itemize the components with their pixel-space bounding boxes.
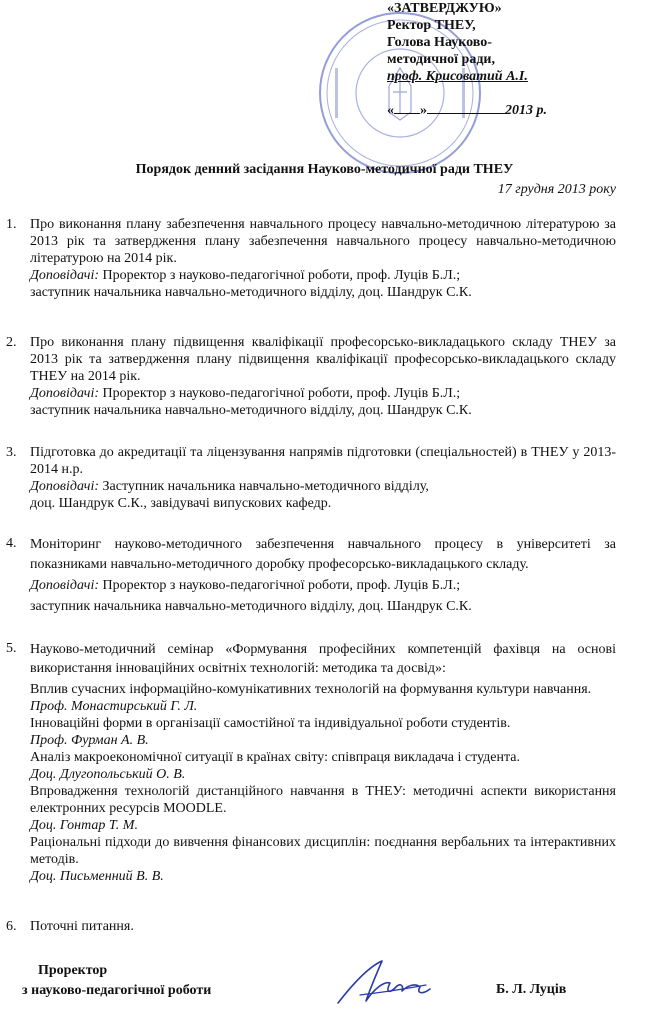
item-text: Науково-методичний семінар «Формування професійних компетенцій фахівця на основі використання інноваційних освітніх технологій: методика та досвід»:: [30, 642, 616, 676]
approval-name: проф. Крисоватий А.І.: [387, 69, 528, 84]
item-reporters: Доповідачі: Проректор з науково-педагогічної роботи, проф. Луців Б.Л.;: [30, 578, 461, 593]
item-text: Про виконання плану забезпечення навчального процесу навчально-методичною літературою за 2013 рік та затвердження плану забезпечення навчального процесу навчально-методичною літературою на 2014 рік.: [30, 217, 616, 266]
agenda-item: [6, 535, 616, 617]
item-reporters: Доповідачі: Проректор з науково-педагогічної роботи, проф. Луців Б.Л.;: [30, 386, 461, 401]
item-text: Про виконання плану підвищення кваліфікації професорсько-викладацького складу ТНЕУ за 2013 рік та затвердження плану підвищення кваліфікації професорсько-викладацького складу ТНЕУ на 2014 рік.: [30, 335, 616, 384]
item-reporters: Доповідачі: Проректор з науково-педагогічної роботи, проф. Луців Б.Л.;: [30, 268, 461, 283]
seminar-topic: Впровадження технологій дистанційного навчання в ТНЕУ: методичні аспекти використання електронних ресурсів MOODLE.: [30, 784, 616, 816]
seminar-topic: Вплив сучасних інформаційно-комунікативних технологій на формування культури навчання.: [30, 682, 592, 697]
approval-date-line: « » 2013 р.: [387, 103, 547, 118]
agenda-item: [6, 334, 616, 419]
approval-block: [387, 0, 647, 119]
signatory-role-line1: Проректор: [38, 963, 108, 978]
item-number: 3.: [6, 445, 17, 460]
approval-council-1: Голова Науково-: [387, 35, 492, 50]
signature-icon: [330, 955, 440, 1015]
item-reporters-2: заступник начальника навчально-методичного відділу, доц. Шандрук С.К.: [30, 285, 472, 300]
item-number: 2.: [6, 335, 17, 350]
item-reporters-2: доц. Шандрук С.К., завідувачі випускових кафедр.: [30, 496, 332, 511]
seminar-speaker: Доц. Письменний В. В.: [30, 869, 164, 884]
agenda-item: [6, 444, 616, 512]
approval-heading: «ЗАТВЕРДЖУЮ»: [387, 1, 502, 16]
seminar-speaker: Доц. Гонтар Т. М.: [30, 818, 138, 833]
seminar-speaker: Проф. Монастирський Г. Л.: [30, 699, 198, 714]
item-text: Підготовка до акредитації та ліцензування напрямів підготовки (спеціальностей) в ТНЕУ у 2013-2014 н.р.: [30, 445, 616, 477]
signatory-role: [22, 961, 322, 1001]
approval-council-2: методичної ради,: [387, 52, 495, 67]
signatory-name: Б. Л. Луців: [496, 982, 567, 997]
seminar-topic: Раціональні підходи до вивчення фінансових дисциплін: поєднання вербальних та інтерактивних методів.: [30, 835, 616, 867]
signatory-role-line2: з науково-педагогічної роботи: [22, 983, 212, 998]
item-reporters-2: заступник начальника навчально-методичного відділу, доц. Шандрук С.К.: [30, 403, 472, 418]
item-text: Поточні питання.: [30, 919, 134, 934]
approval-rector: Ректор ТНЕУ,: [387, 18, 476, 33]
item-number: 6.: [6, 919, 17, 934]
seminar-speaker: Проф. Фурман А. В.: [30, 733, 149, 748]
page-title: Порядок денний засідання Науково-методичної ради ТНЕУ: [135, 162, 514, 177]
seminar-speaker: Доц. Длугопольський О. В.: [30, 767, 186, 782]
seminar-topic: Аналіз макроекономічної ситуації в країнах світу: співпраця викладача і студента.: [30, 750, 520, 765]
item-number: 5.: [6, 641, 17, 656]
item-text: Моніторинг науково-методичного забезпечення навчального процесу в університеті за показниками навчально-методичного доробку професорсько-викладацького складу.: [30, 537, 616, 572]
agenda-item: [6, 640, 616, 885]
meeting-date: 17 грудня 2013 року: [497, 182, 616, 197]
item-reporters-2: заступник начальника навчально-методичного відділу, доц. Шандрук С.К.: [30, 599, 472, 614]
item-number: 4.: [6, 536, 17, 551]
item-number: 1.: [6, 217, 17, 232]
agenda-item: [6, 216, 616, 301]
agenda-item: [6, 918, 616, 935]
seminar-topic: Інноваційні форми в організації самостійної та індивідуальної роботи студентів.: [30, 716, 511, 731]
item-reporters: Доповідачі: Заступник начальника навчально-методичного відділу,: [30, 479, 429, 494]
